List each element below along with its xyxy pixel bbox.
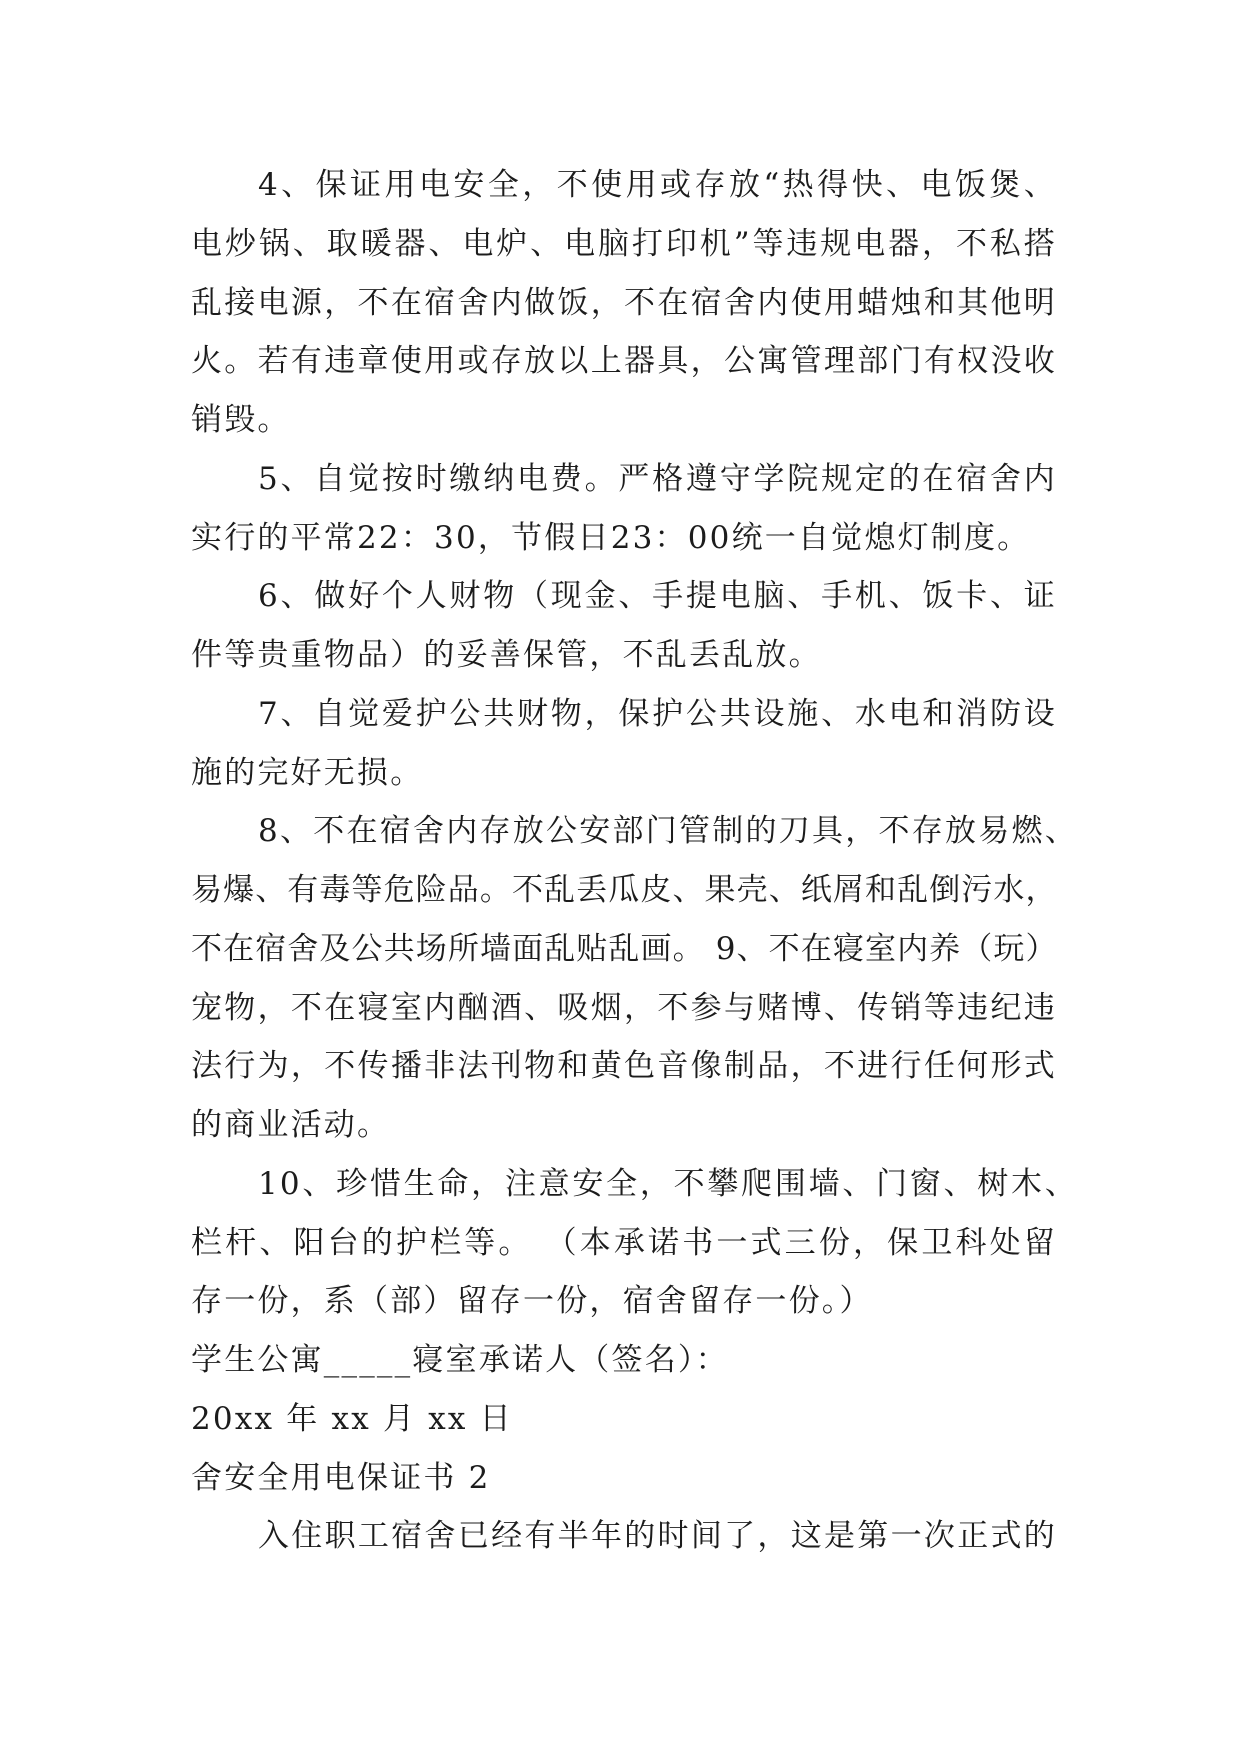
signature-line: 学生公寓_____寝室承诺人（签名）： xyxy=(191,1342,729,1378)
section-intro xyxy=(191,1507,1057,1566)
text-line: 6、做好个人财物（现金、手提电脑、手机、饭卡、证 xyxy=(258,578,1057,615)
clause-5 xyxy=(191,450,1057,568)
text-line: 不在宿舍及公共场所墙面乱贴乱画。 9、不在寝室内养（玩） xyxy=(191,930,1057,967)
text-line: 法行为，不传播非法刊物和黄色音像制品，不进行任何形式 xyxy=(191,1048,1057,1085)
text-line: 4、保证用电安全，不使用或存放“热得快、电饭煲、 xyxy=(258,167,1057,203)
text-line: 宠物，不在寝室内酗酒、吸烟，不参与赌博、传销等违纪违 xyxy=(191,989,1057,1026)
text-line: 存一份，系（部）留存一份，宿舍留存一份。） xyxy=(191,1283,873,1320)
text-line: 销毁。 xyxy=(191,402,291,438)
text-line: 实行的平常22：30，节假日23：00统一自觉熄灯制度。 xyxy=(191,519,1031,556)
text-line: 易爆、有毒等危险品。不乱丢瓜皮、果壳、纸屑和乱倒污水， xyxy=(191,872,1057,908)
text-line: 施的完好无损。 xyxy=(191,754,424,791)
text-line: 7、自觉爱护公共财物，保护公共设施、水电和消防设 xyxy=(258,695,1057,732)
text-line: 火。若有违章使用或存放以上器具，公寓管理部门有权没收 xyxy=(191,343,1057,380)
clause-4 xyxy=(191,156,1057,450)
text-line: 件等贵重物品）的妥善保管，不乱丢乱放。 xyxy=(191,637,822,673)
text-line: 电炒锅、取暖器、电炉、电脑打印机”等违规电器，不私搭 xyxy=(191,225,1057,262)
clause-6 xyxy=(191,567,1057,685)
text-line: 栏杆、阳台的护栏等。 （本承诺书一式三份，保卫科处留 xyxy=(191,1224,1057,1261)
date-line: 20xx 年 xx 月 xx 日 xyxy=(191,1400,513,1437)
section-title: 舍安全用电保证书 2 xyxy=(191,1459,491,1496)
text-line: 乱接电源，不在宿舍内做饭，不在宿舍内使用蜡烛和其他明 xyxy=(191,284,1057,321)
text-line: 8、不在宿舍内存放公安部门管制的刀具，不存放易燃、 xyxy=(258,813,1078,850)
document-body xyxy=(191,156,1078,1566)
clause-8-9 xyxy=(191,802,1078,1155)
clause-7 xyxy=(191,685,1057,803)
text-line: 5、自觉按时缴纳电费。严格遵守学院规定的在宿舍内 xyxy=(258,460,1057,497)
clause-10 xyxy=(191,1155,1078,1331)
text-line: 的商业活动。 xyxy=(191,1107,391,1143)
text-line: 入住职工宿舍已经有半年的时间了，这是第一次正式的 xyxy=(258,1518,1057,1555)
text-line: 10、珍惜生命，注意安全，不攀爬围墙、门窗、树木、 xyxy=(258,1165,1078,1202)
